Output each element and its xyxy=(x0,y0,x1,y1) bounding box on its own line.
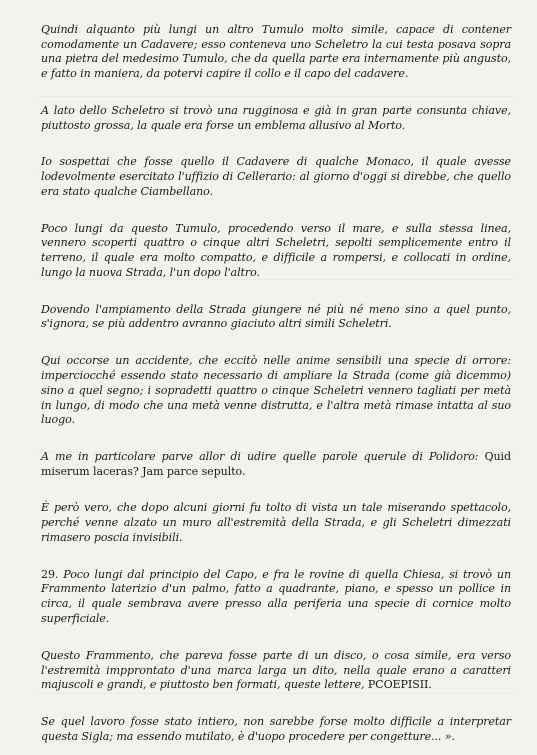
paragraph xyxy=(41,339,511,428)
paragraph-text: Quindi alquanto più lungi un altro Tumulo molto simile, capace di contener comodamente un Cadavere; esso conteneva uno Scheletro la cui testa posava sopra una pietra del medesimo Tumulo, che da quella parte era internamente più angusto, e fatto in maniera, da potervi capire il collo e il capo del cadavere. xyxy=(41,22,511,81)
paragraph-text: Dovendo l'ampiamento della Strada giungere né più né meno sino a quel punto, s'ignora, se più addentro avranno giaciuto altri simili Scheletri. xyxy=(41,302,511,331)
paragraph xyxy=(41,8,511,82)
paragraph-text: Questo Frammento, che pareva fosse parte di un disco, o cosa simile, era verso l'estremità impprontato d'una marca larga un dito, nella quale erano a caratteri majuscoli e grandi, e piuttosto ben formati, queste lettere, xyxy=(41,648,511,692)
paragraph xyxy=(41,89,511,133)
section-number: 29. xyxy=(41,567,59,581)
paragraph-text: Qui occorse un accidente, che eccitò nelle anime sensibili una specie di orrore: imperciocché essendo stato necessario di ampliare la Strada (come già dicemmo) sino a quel segno; i sopradetti quattro o cinque Scheletri vennero tagliati per metà in lungo, di modo che una metà venne distrutta, e l'altra metà rimase intatta al suo luogo. xyxy=(41,354,511,427)
paragraph xyxy=(41,288,511,332)
paragraph-text: È però vero, che dopo alcuni giorni fu tolto di vista un tale miserando spettacolo, perché venne alzato un muro all'estremità della Strada, e gli Scheletri dimezzati rimasero poscia invisibili. xyxy=(41,501,511,544)
paragraph-text: A lato dello Scheletro si trovò una rugginosa e già in gran parte consunta chiave, piuttosto grossa, la quale era forse un emblema allusivo al Morto. xyxy=(41,103,511,132)
paragraph-text: A me in particolare parve allor di udire quelle parole querule di Polidoro: xyxy=(41,449,485,463)
paragraph xyxy=(41,487,511,546)
paragraph xyxy=(41,634,511,693)
body-text xyxy=(41,8,511,752)
paragraph xyxy=(41,700,511,744)
paragraph xyxy=(41,435,511,479)
paragraph-text: Poco lungi da questo Tumulo, procedendo verso il mare, e sulla stessa linea, vennero scoperti quattro o cinque altri Scheletri, sepolti semplicemente entro il terreno, il quale era molto compatto, e difficile a rompersi, e collocati in ordine, lungo la nuova Strada, l'un dopo l'altro. xyxy=(41,221,511,279)
latin-quotation: Quid miserum laceras? Jam parce sepulto. xyxy=(41,449,511,478)
paragraph xyxy=(41,553,511,627)
inscription-letters: PCOEPISII. xyxy=(367,678,432,692)
paragraph-text: Se quel lavoro fosse stato intiero, non sarebbe forse molto difficile a interpretar questa Sigla; ma essendo mutilato, è d'uopo procedere per congetture... ». xyxy=(41,714,511,743)
paragraph xyxy=(41,207,511,281)
paragraph-text: Poco lungi dal principio del Capo, e fra le rovine di quella Chiesa, si trovò un Frammento laterizio d'un palmo, fatto a quadrante, piano, e spesso un pollice in circa, il quale sembrava avere presso alla periferia una specie di cornice molto superficiale. xyxy=(41,567,511,626)
paragraph-text: Io sospettai che fosse quello il Cadavere di qualche Monaco, il quale avesse lodevolmente esercitato l'uffizio di Cellerario: al giorno d'oggi si direbbe, che quello era stato qualche Ciambellano. xyxy=(41,155,511,198)
paragraph xyxy=(41,141,511,200)
